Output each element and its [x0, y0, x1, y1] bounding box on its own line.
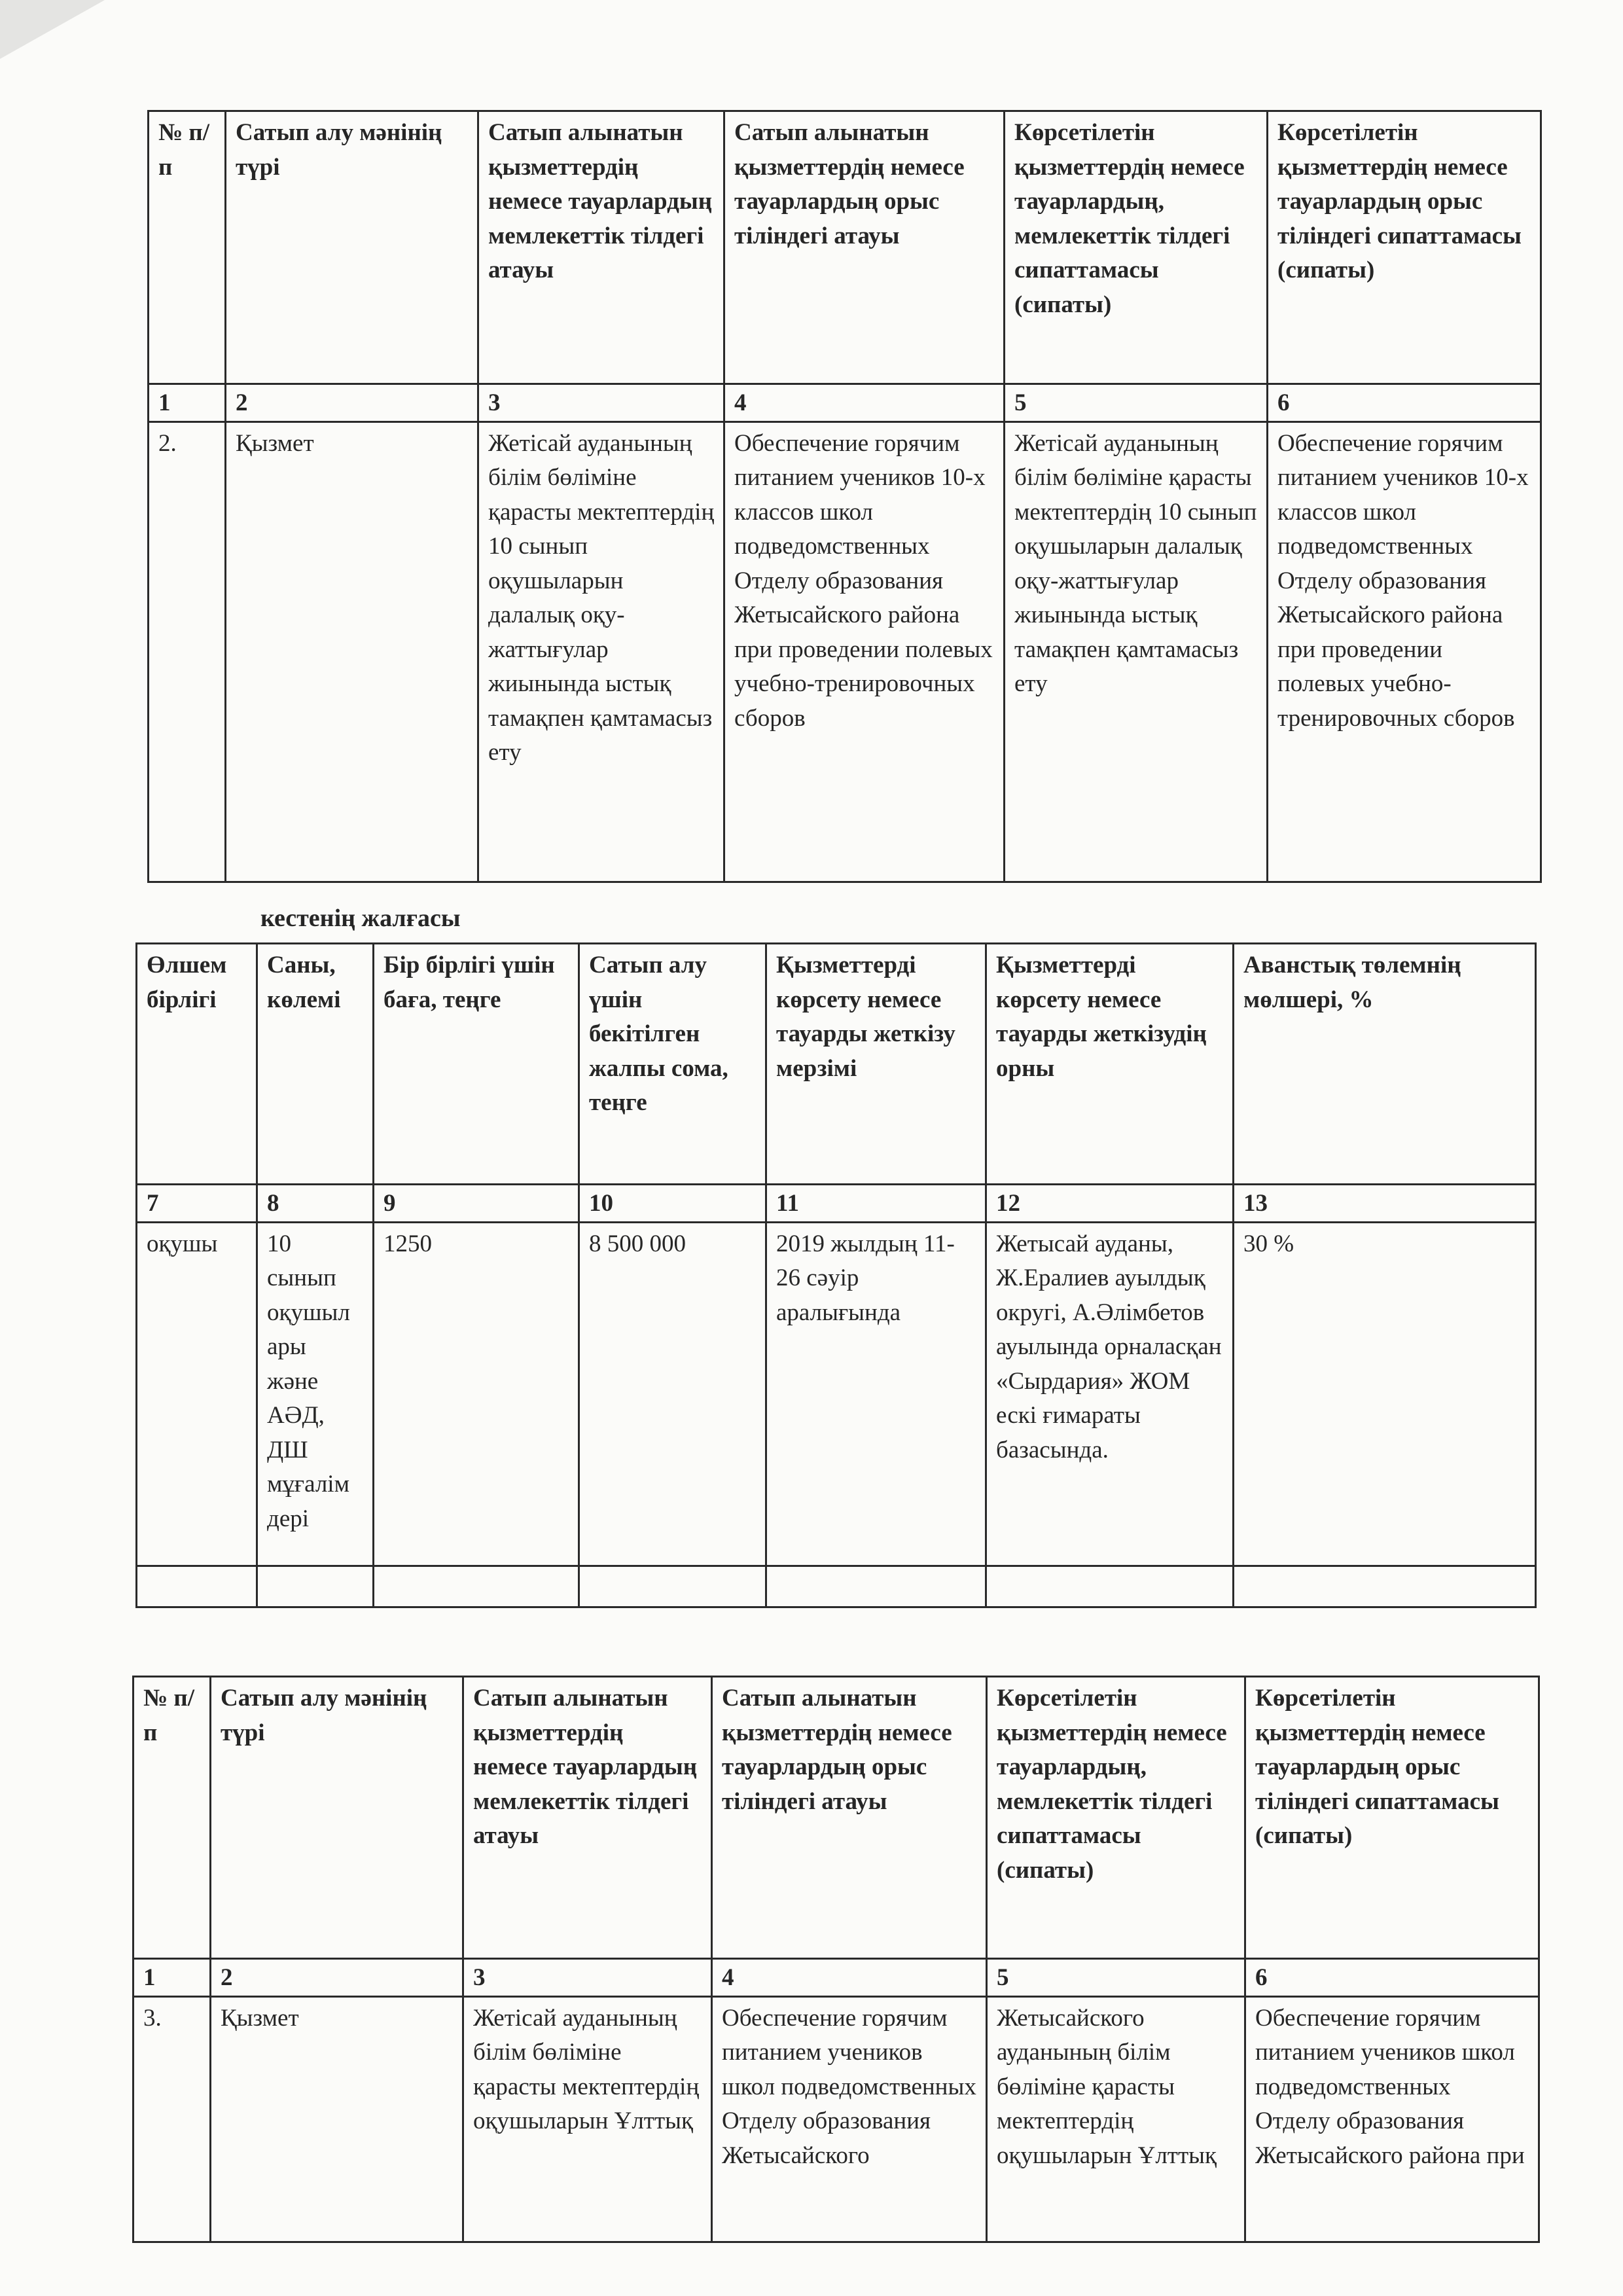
- cell-unit-price: 1250: [374, 1222, 579, 1566]
- cell-description-russian: Обеспечение горячим питанием учеников школ подведомственных Отделу образования Жетысайского района при: [1245, 1996, 1539, 2242]
- cell-quantity-line: мұғалім: [267, 1471, 349, 1498]
- column-number: 1: [149, 384, 226, 422]
- table-row: [134, 1996, 1539, 2242]
- column-number: 9: [374, 1185, 579, 1223]
- table-continuation-caption: кестенің жалғасы: [260, 905, 461, 932]
- header-number: № п/п: [149, 111, 226, 384]
- header-unit: Өлшем бірлігі: [137, 944, 257, 1185]
- cell-number: 2.: [149, 422, 226, 882]
- scan-corner-shadow: [0, 0, 105, 59]
- header-total-amount: Сатып алу үшін бекітілген жалпы сома, теңге: [579, 944, 766, 1185]
- header-procurement-type: Сатып алу мәнінің түрі: [211, 1677, 463, 1959]
- procurement-table-1: [147, 110, 1542, 883]
- cell-quantity: [257, 1222, 374, 1566]
- cell-total-amount: 8 500 000: [579, 1222, 766, 1566]
- empty-cell: [1234, 1566, 1536, 1607]
- table-header-row: [137, 944, 1536, 1185]
- column-number: 5: [987, 1959, 1245, 1997]
- header-description-kazakh: Көрсетілетін қызметтердің немесе тауарлардың, мемлекеттік тілдегі сипаттамасы (сипаты): [1005, 111, 1268, 384]
- table-row: [137, 1222, 1536, 1566]
- column-number: 1: [134, 1959, 211, 1997]
- column-number: 6: [1245, 1959, 1539, 1997]
- cell-quantity-line: және: [267, 1367, 319, 1395]
- table-header-row: [134, 1677, 1539, 1959]
- column-number-row: [134, 1959, 1539, 1997]
- cell-quantity-line: ДШ: [267, 1436, 308, 1463]
- column-number: 7: [137, 1185, 257, 1223]
- empty-cell: [579, 1566, 766, 1607]
- column-number: 11: [766, 1185, 986, 1223]
- header-description-russian: Көрсетілетін қызметтердің немесе тауарлардың орыс тіліндегі сипаттамасы (сипаты): [1268, 111, 1541, 384]
- cell-name-russian: Обеспечение горячим питанием учеников 10-х классов школ подведомственных Отделу образования Жетысайского района при проведении полевых учебно-тренировочных сборов: [724, 422, 1005, 882]
- header-delivery-place: Қызметтерді көрсету немесе тауарды жеткізудің орны: [986, 944, 1234, 1185]
- cell-quantity-line: АӘД,: [267, 1402, 325, 1429]
- cell-advance-payment: 30 %: [1234, 1222, 1536, 1566]
- header-name-russian: Сатып алынатын қызметтердің немесе тауарлардың орыс тіліндегі атауы: [724, 111, 1005, 384]
- header-delivery-period: Қызметтерді көрсету немесе тауарды жеткізу мерзімі: [766, 944, 986, 1185]
- procurement-table-continuation: [135, 942, 1537, 1608]
- empty-cell: [137, 1566, 257, 1607]
- column-number: 3: [463, 1959, 712, 1997]
- empty-cell: [257, 1566, 374, 1607]
- empty-cell: [986, 1566, 1234, 1607]
- header-description-russian: Көрсетілетін қызметтердің немесе тауарлардың орыс тіліндегі сипаттамасы (сипаты): [1245, 1677, 1539, 1959]
- header-advance-payment: Аванстық төлемнің мөлшері, %: [1234, 944, 1536, 1185]
- column-number: 5: [1005, 384, 1268, 422]
- table-row-empty: [137, 1566, 1536, 1607]
- cell-unit: оқушы: [137, 1222, 257, 1566]
- column-number: 2: [226, 384, 478, 422]
- cell-description-kazakh: Жетысайского ауданының білім бөліміне қарасты мектептердің оқушыларын Ұлттық: [987, 1996, 1245, 2242]
- column-number: 13: [1234, 1185, 1536, 1223]
- cell-quantity-line: ары: [267, 1333, 306, 1360]
- procurement-table-3: [132, 1676, 1540, 2243]
- column-number: 2: [211, 1959, 463, 1997]
- column-number: 12: [986, 1185, 1234, 1223]
- empty-cell: [766, 1566, 986, 1607]
- header-name-kazakh: Сатып алынатын қызметтердің немесе тауарлардың мемлекеттік тілдегі атауы: [478, 111, 724, 384]
- table-header-row: [149, 111, 1541, 384]
- cell-quantity-line: сынып: [267, 1265, 336, 1291]
- column-number: 10: [579, 1185, 766, 1223]
- header-quantity: Саны, көлемі: [257, 944, 374, 1185]
- cell-description-kazakh: Жетісай ауданының білім бөліміне қарасты мектептердің 10 сынып оқушыларын далалық оқу-жаттығулар жиынында ыстық тамақпен қамтамасыз ету: [1005, 422, 1268, 882]
- header-name-kazakh: Сатып алынатын қызметтердің немесе тауарлардың мемлекеттік тілдегі атауы: [463, 1677, 712, 1959]
- header-name-russian: Сатып алынатын қызметтердің немесе тауарлардың орыс тіліндегі атауы: [712, 1677, 987, 1959]
- cell-delivery-place: Жетысай ауданы, Ж.Ералиев ауылдық округі, А.Әлімбетов ауылында орналасқан «Сырдария» ЖОМ ескі ғимараты базасында.: [986, 1222, 1234, 1566]
- cell-delivery-period: 2019 жылдың 11-26 сәуір аралығында: [766, 1222, 986, 1566]
- column-number: 6: [1268, 384, 1541, 422]
- column-number: 3: [478, 384, 724, 422]
- cell-quantity-line: дері: [267, 1505, 310, 1532]
- cell-procurement-type: Қызмет: [211, 1996, 463, 2242]
- cell-name-kazakh: Жетісай ауданының білім бөліміне қарасты мектептердің 10 сынып оқушыларын далалық оқу-жаттығулар жиынында ыстық тамақпен қамтамасыз ету: [478, 422, 724, 882]
- header-unit-price: Бір бірлігі үшін баға, теңге: [374, 944, 579, 1185]
- header-number: № п/п: [134, 1677, 211, 1959]
- table-row: [149, 422, 1541, 882]
- column-number: 8: [257, 1185, 374, 1223]
- column-number-row: [137, 1185, 1536, 1223]
- column-number: 4: [712, 1959, 987, 1997]
- column-number: 4: [724, 384, 1005, 422]
- cell-quantity-line: оқушыл: [267, 1299, 350, 1326]
- header-procurement-type: Сатып алу мәнінің түрі: [226, 111, 478, 384]
- cell-name-russian: Обеспечение горячим питанием учеников школ подведомственных Отделу образования Жетысайского: [712, 1996, 987, 2242]
- cell-number: 3.: [134, 1996, 211, 2242]
- header-description-kazakh: Көрсетілетін қызметтердің немесе тауарлардың, мемлекеттік тілдегі сипаттамасы (сипаты): [987, 1677, 1245, 1959]
- cell-procurement-type: Қызмет: [226, 422, 478, 882]
- column-number-row: [149, 384, 1541, 422]
- cell-name-kazakh: Жетісай ауданының білім бөліміне қарасты мектептердің оқушыларын Ұлттық: [463, 1996, 712, 2242]
- cell-description-russian: Обеспечение горячим питанием учеников 10-х классов школ подведомственных Отделу образования Жетысайского района при проведении полевых учебно-тренировочных сборов: [1268, 422, 1541, 882]
- empty-cell: [374, 1566, 579, 1607]
- cell-quantity-line: 10: [267, 1230, 291, 1257]
